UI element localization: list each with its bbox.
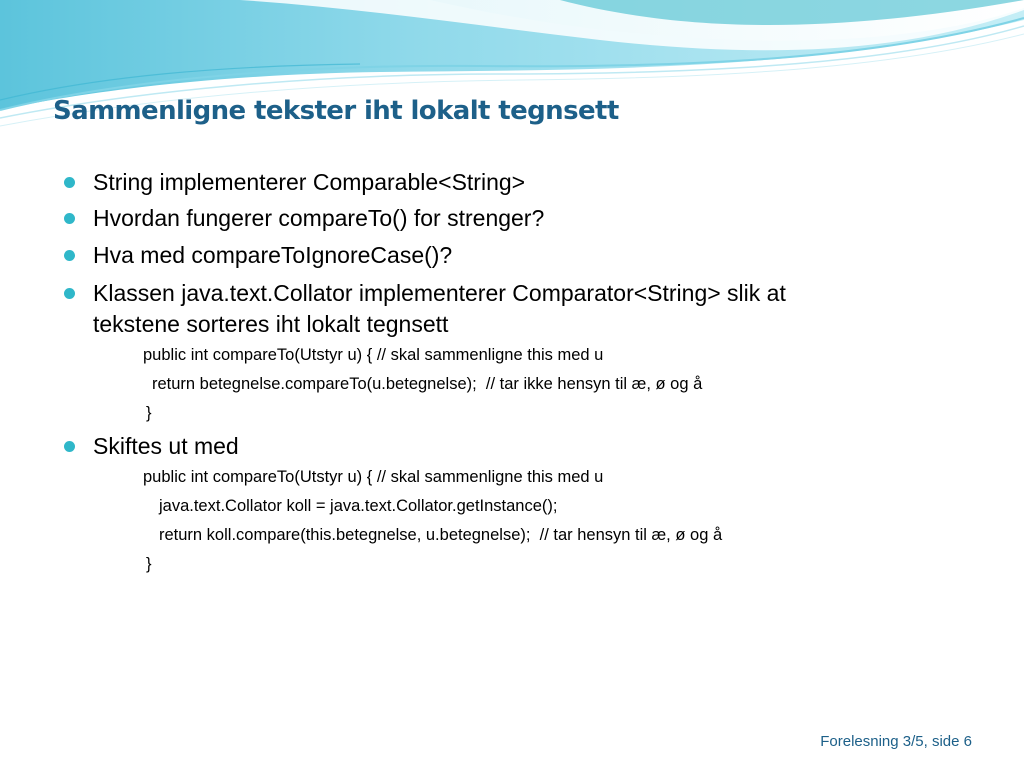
header-wave-decoration	[0, 0, 1024, 150]
code-line: public int compareTo(Utstyr u) { // skal sammenligne this med u	[143, 468, 604, 486]
code-line: public int compareTo(Utstyr u) { // skal sammenligne this med u	[143, 346, 604, 364]
slide-footer: Forelesning 3/5, side 6	[820, 733, 972, 750]
bullet-item: Klassen java.text.Collator implementerer Comparator<String> slik at	[93, 280, 786, 306]
bullet-icon	[64, 288, 75, 299]
bullet-item: Hva med compareToIgnoreCase()?	[93, 242, 453, 268]
code-line: return betegnelse.compareTo(u.betegnelse); // tar ikke hensyn til æ, ø og å	[152, 375, 703, 393]
bullet-icon	[64, 441, 75, 452]
bullet-item: String implementerer Comparable<String>	[93, 169, 526, 195]
bullet-icon	[64, 213, 75, 224]
slide-title: Sammenligne tekster iht lokalt tegnsett	[53, 96, 619, 126]
code-line: }	[146, 555, 152, 573]
code-line: java.text.Collator koll = java.text.Collator.getInstance();	[159, 497, 558, 515]
bullet-item: Skiftes ut med	[93, 433, 239, 459]
bullet-icon	[64, 177, 75, 188]
bullet-item-continuation: tekstene sorteres iht lokalt tegnsett	[93, 311, 449, 337]
code-line: }	[146, 404, 152, 422]
bullet-item: Hvordan fungerer compareTo() for strenger?	[93, 205, 545, 231]
code-line: return koll.compare(this.betegnelse, u.betegnelse); // tar hensyn til æ, ø og å	[159, 526, 723, 544]
bullet-icon	[64, 250, 75, 261]
